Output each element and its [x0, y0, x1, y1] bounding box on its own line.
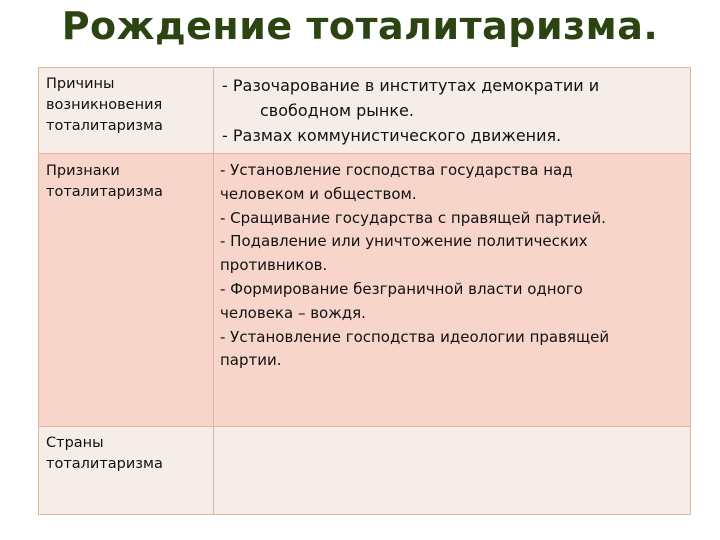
content-line: - Подавление или уничтожение политических [220, 232, 588, 251]
row-label-line: Причины [46, 76, 115, 92]
row-label-line: тоталитаризма [46, 456, 163, 472]
content-line: - Размах коммунистического движения. [222, 126, 562, 145]
content-line: человека – вождя. [220, 303, 366, 322]
table-row-signs [39, 154, 691, 427]
row-label-cell [39, 427, 214, 515]
page-title: Рождение тоталитаризма. [61, 4, 659, 48]
row-label-line: тоталитаризма [46, 118, 163, 134]
table-row-countries [39, 427, 691, 515]
content-line: - Разочарование в институтах демократии и [222, 76, 600, 95]
content-line: - Формирование безграничной власти одного [220, 279, 583, 298]
row-label-line: Признаки [46, 163, 120, 179]
table-row-causes [39, 68, 691, 154]
content-line: - Сращивание государства с правящей партией. [220, 208, 606, 227]
row-content-cell [214, 68, 691, 154]
content-line: партии. [220, 351, 282, 370]
totalitarianism-table [38, 67, 691, 515]
signs-list [214, 154, 690, 373]
row-content-cell [214, 154, 691, 427]
content-line: человеком и обществом. [220, 184, 417, 203]
row-label [39, 68, 213, 137]
content-line: противников. [220, 256, 328, 275]
causes-list [214, 68, 690, 148]
row-label-cell [39, 68, 214, 154]
row-label-cell [39, 154, 214, 427]
row-label-line: возникновения [46, 97, 163, 113]
row-label-line: Страны [46, 435, 104, 451]
empty-content-cell [214, 427, 691, 515]
content-line: свободном рынке. [260, 101, 414, 120]
content-line: - Установление господства государства над [220, 161, 573, 179]
row-label [39, 154, 213, 203]
row-label-line: тоталитаризма [46, 184, 163, 200]
content-line: - Установление господства идеологии правящей [220, 327, 610, 346]
row-label [39, 427, 213, 475]
